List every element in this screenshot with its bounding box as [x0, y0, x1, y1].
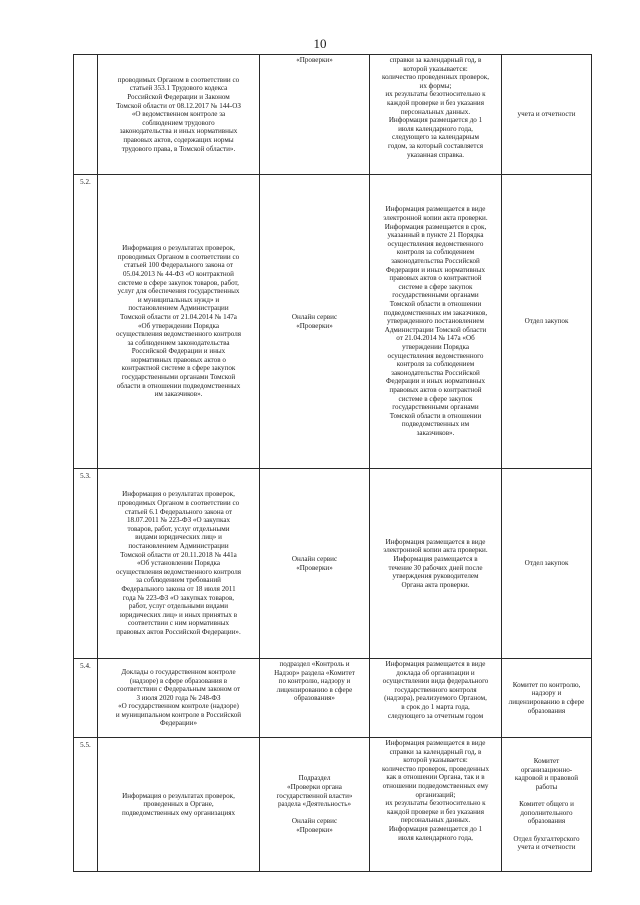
- cell-text-line: постановлением Администрации: [128, 542, 229, 551]
- cell-text-line: утверждении Порядка: [401, 342, 470, 351]
- information-table: [73, 54, 592, 872]
- cell-text-line: Отдел бухгалтерского: [513, 834, 580, 843]
- cell-text-line: государственной власти»: [276, 791, 353, 800]
- content-cell: [370, 738, 502, 872]
- cell-text-line: раздела «Деятельность»: [277, 800, 352, 809]
- cell-text-line: правовых актов Российской Федерации».: [116, 627, 241, 636]
- cell-text-line: системе в сфере закупок товаров, работ,: [118, 278, 239, 287]
- cell-text-line: работы: [535, 783, 558, 792]
- cell-text-line: персональных данных.: [400, 816, 471, 825]
- content-cell: [370, 659, 502, 738]
- cell-text-line: Российской Федерации и иных: [131, 347, 226, 356]
- cell-text-line: Информация о результатах проверок,: [122, 791, 235, 800]
- cell-text-line: учета и отчетности: [517, 843, 576, 852]
- cell-text-line: соответствии с Федеральным законом от: [116, 685, 241, 694]
- cell-text-line: законодательства Российской: [391, 257, 480, 266]
- cell-text-line: области в отношении подведомственных: [116, 381, 241, 390]
- cell-text-line: их формы;: [419, 81, 452, 90]
- placement-cell: [260, 738, 370, 872]
- cell-text-line: каждой проверке и без указания: [387, 807, 484, 816]
- cell-text-line: течение 30 рабочих дней после: [388, 563, 483, 572]
- cell-text-line: Информация размещается в виде: [385, 660, 486, 668]
- row-number-cell: 5.2.: [74, 175, 98, 469]
- cell-text-line: проводимых Органом в соответствии со: [117, 499, 240, 508]
- cell-text-line: Информация размещается до 1: [388, 116, 483, 125]
- responsible-cell: [502, 659, 592, 738]
- cell-text-line: статьей 6.1 Федерального закона от: [124, 507, 233, 516]
- cell-text-line: контроля за соблюдением: [396, 360, 475, 369]
- cell-text-line: отношении подведомственных ему: [382, 781, 489, 790]
- cell-text-line: Администрации Томской области: [384, 325, 487, 334]
- table-row: [74, 469, 592, 659]
- cell-text-line: персональных данных.: [400, 107, 471, 116]
- placement-cell: [260, 55, 370, 175]
- cell-text-line: Подраздел: [298, 774, 331, 783]
- cell-text-line: статьей 100 Федерального закона от: [124, 261, 233, 270]
- cell-text-line: Надзор» раздела «Комитет: [274, 668, 355, 677]
- cell-text-line: (надзоре) в сфере образования в: [129, 676, 228, 685]
- responsible-cell: [502, 55, 592, 175]
- cell-text-line: [263, 809, 366, 818]
- cell-text-line: Информация размещается в виде: [385, 205, 486, 214]
- cell-text-line: работ, услуг отдельными видами: [128, 602, 229, 611]
- row-number-cell: [74, 55, 98, 175]
- cell-text-line: указанная справка.: [406, 150, 464, 159]
- cell-text-line: [505, 792, 588, 801]
- cell-text-line: лицензированию в сфере: [508, 698, 585, 706]
- cell-text-line: соблюдением трудового: [142, 118, 215, 127]
- cell-text-line: подведомственных им: [401, 420, 470, 429]
- cell-text-line: государственного контроля: [394, 685, 477, 694]
- cell-text-line: их результаты безотносительно к: [385, 799, 486, 808]
- cell-text-line: лицензированию в сфере: [276, 685, 353, 694]
- cell-text-line: законодательства и иных нормативных: [119, 127, 238, 136]
- cell-text-line: Комитет: [533, 757, 560, 766]
- cell-text-line: подраздел «Контроль и: [279, 660, 350, 668]
- cell-text-line: Доклады о государственном контроле: [121, 667, 236, 676]
- cell-text-line: «Проверки»: [296, 825, 333, 834]
- cell-text-line: 3 июля 2020 года № 248-ФЗ: [136, 693, 221, 702]
- cell-text-line: постановлением Администрации: [128, 304, 229, 313]
- description-cell: [98, 175, 260, 469]
- cell-text-line: года № 223-ФЗ «О закупках товаров,: [122, 593, 235, 602]
- cell-text-line: Федерации»: [159, 719, 198, 728]
- cell-text-line: осуществления ведомственного: [387, 351, 484, 360]
- cell-text-line: (надзора), реализуемого Органом,: [384, 694, 487, 703]
- table-row: [74, 55, 592, 175]
- cell-text-line: от 21.04.2014 № 147а «Об: [396, 334, 475, 343]
- cell-text-line: Онлайн сервис: [291, 554, 338, 563]
- cell-text-line: государственными органами Томской: [121, 373, 236, 382]
- cell-text-line: Органа акта проверки.: [401, 580, 470, 589]
- cell-text-line: образования: [527, 706, 566, 715]
- cell-text-line: контрактной системе в сфере закупок: [121, 364, 236, 373]
- cell-text-line: правовых актов о контрактной: [389, 274, 482, 283]
- cell-text-line: образования»: [294, 694, 335, 703]
- cell-text-line: «Проверки»: [296, 563, 333, 572]
- cell-text-line: Комитет по контролю,: [512, 680, 581, 689]
- cell-text-line: учета и отчетности: [517, 110, 576, 119]
- cell-text-line: заказчиков».: [416, 428, 455, 437]
- cell-text-line: и муниципальных нужд» и: [137, 295, 220, 304]
- content-cell: [370, 55, 502, 175]
- cell-text-line: правовых актов о контрактной: [389, 385, 482, 394]
- table-row: [74, 738, 592, 872]
- cell-text-line: организационно-: [520, 765, 573, 774]
- cell-text-line: следующего за отчетным годом: [387, 711, 484, 720]
- cell-text-line: образования: [527, 817, 566, 826]
- cell-text-line: Онлайн сервис: [291, 817, 338, 826]
- cell-text-line: «О ведомственном контроле за: [131, 110, 226, 119]
- cell-text-line: Томской области от 08.12.2017 № 144-ОЗ: [116, 101, 241, 110]
- cell-text-line: системе в сфере закупок: [398, 394, 473, 403]
- cell-text-line: Информация размещается в срок,: [384, 222, 487, 231]
- cell-text-line: Отдел закупок: [524, 559, 569, 568]
- cell-text-line: Федерального закона от 18 июля 2011: [121, 584, 236, 593]
- cell-text-line: справки за календарный год, в: [389, 747, 482, 756]
- cell-text-line: Онлайн сервис: [291, 312, 338, 321]
- content-cell: [370, 175, 502, 469]
- placement-cell: [260, 175, 370, 469]
- cell-text-line: видами юридических лиц» и: [135, 533, 222, 542]
- cell-text-line: «Проверки органа: [287, 783, 342, 792]
- cell-text-line: контроля за соблюдением: [396, 248, 475, 257]
- placement-cell: [260, 469, 370, 659]
- cell-text-line: системе в сфере закупок: [398, 282, 473, 291]
- cell-text-line: как в отношении Органа, так и в: [386, 773, 485, 782]
- cell-text-line: законодательства Российской: [391, 368, 480, 377]
- description-cell: [98, 738, 260, 872]
- table-row: [74, 659, 592, 738]
- cell-text-line: подведомственных им заказчиков,: [383, 308, 488, 317]
- cell-text-line: надзору и: [531, 689, 562, 698]
- cell-text-line: товаров, работ, услуг отдельными: [127, 524, 230, 533]
- cell-text-line: Федерации и иных нормативных: [385, 265, 486, 274]
- responsible-cell: [502, 175, 592, 469]
- cell-text-line: соответствии с ним нормативных: [127, 619, 230, 628]
- cell-text-line: Информация размещается в: [393, 554, 478, 563]
- cell-text-line: проведенных в Органе,: [143, 800, 214, 809]
- cell-text-line: государственными органами: [392, 291, 479, 300]
- cell-text-line: организаций;: [415, 790, 456, 799]
- cell-text-line: «Проверки»: [296, 56, 333, 64]
- cell-text-line: утверждения руководителем: [392, 572, 479, 581]
- cell-text-line: «Проверки»: [296, 321, 333, 330]
- cell-text-line: электронной копии акта проверки.: [383, 214, 488, 223]
- cell-text-line: статьей 353.1 Трудового кодекса: [129, 84, 228, 93]
- table-body: [74, 55, 592, 872]
- row-number-cell: 5.4.: [74, 659, 98, 738]
- cell-text-line: «Об утверждении Порядка: [137, 321, 220, 330]
- page-number: 10: [313, 36, 327, 51]
- cell-text-line: справки за календарный год, в: [389, 56, 482, 64]
- cell-text-line: доклада об организации и: [396, 668, 475, 677]
- cell-text-line: которой указывается:: [403, 64, 468, 73]
- description-cell: [98, 469, 260, 659]
- cell-text-line: количество проверок, проведенных: [382, 764, 489, 773]
- cell-text-line: следующего за календарным: [392, 133, 479, 142]
- table-row: [74, 175, 592, 469]
- cell-text-line: которой указывается:: [403, 756, 468, 765]
- cell-text-line: Отдел закупок: [524, 317, 569, 326]
- cell-text-line: проводимых Органом в соответствии со: [117, 252, 240, 261]
- cell-text-line: за соблюдением требований: [136, 576, 221, 585]
- cell-text-line: 18.07.2011 № 223-ФЗ «О закупках: [126, 516, 231, 525]
- cell-text-line: и муниципальном контроле в Российской: [115, 710, 242, 719]
- cell-text-line: июля календарного года,: [398, 833, 473, 842]
- cell-text-line: Томской области в отношении: [389, 300, 482, 309]
- cell-text-line: осуществления ведомственного: [387, 239, 484, 248]
- cell-text-line: государственными органами: [392, 403, 479, 412]
- cell-text-line: нормативных правовых актов о: [131, 355, 226, 364]
- cell-text-line: утвержденного постановлением: [386, 317, 485, 326]
- cell-text-line: подведомственных ему организациях: [121, 808, 236, 817]
- cell-text-line: Томской области от 20.11.2018 № 441а: [120, 550, 237, 559]
- row-number-cell: 5.5.: [74, 738, 98, 872]
- cell-text-line: юридических лиц» и иных принятых в: [119, 610, 238, 619]
- placement-cell: [260, 659, 370, 738]
- cell-text-line: указанный в пункте 21 Порядка: [387, 231, 484, 240]
- responsible-cell: [502, 738, 592, 872]
- cell-text-line: Российской Федерации и Законом: [127, 93, 230, 102]
- cell-text-line: осуществления ведомственного контроля: [115, 567, 242, 576]
- cell-text-line: проводимых Органом в соответствии со: [117, 75, 240, 84]
- cell-text-line: Федерации и иных нормативных: [385, 377, 486, 386]
- responsible-cell: [502, 469, 592, 659]
- cell-text-line: Томской области в отношении: [389, 411, 482, 420]
- cell-text-line: каждой проверке и без указания: [387, 98, 484, 107]
- cell-text-line: «О государственном контроле (надзоре): [118, 702, 239, 711]
- cell-text-line: им заказчиков».: [154, 390, 203, 399]
- cell-text-line: [505, 826, 588, 835]
- description-cell: [98, 659, 260, 738]
- cell-text-line: в срок до 1 марта года,: [401, 702, 470, 711]
- cell-text-line: по контролю, надзору и: [278, 677, 351, 686]
- cell-text-line: Информация размещается до 1: [388, 824, 483, 833]
- cell-text-line: Информация размещается в виде: [385, 739, 486, 747]
- cell-text-line: «Об установлении Порядка: [136, 559, 221, 568]
- cell-text-line: за соблюдением законодательства: [127, 338, 230, 347]
- cell-text-line: их результаты безотносительно к: [385, 90, 486, 99]
- cell-text-line: услуг для обеспечения государственных: [117, 287, 240, 296]
- cell-text-line: количество проведенных проверок,: [382, 73, 489, 82]
- cell-text-line: июля календарного года,: [398, 124, 473, 133]
- cell-text-line: Комитет общего и: [519, 800, 574, 809]
- cell-text-line: 05.04.2013 № 44-ФЗ «О контрактной: [123, 269, 234, 278]
- cell-text-line: правовых актов, содержащих нормы: [123, 135, 234, 144]
- cell-text-line: дополнительного: [520, 808, 573, 817]
- description-cell: [98, 55, 260, 175]
- cell-text-line: трудового права, в Томской области».: [121, 144, 236, 153]
- content-cell: [370, 469, 502, 659]
- cell-text-line: электронной копии акта проверки.: [383, 546, 488, 555]
- cell-text-line: годом, за который составляется: [388, 141, 483, 150]
- row-number-cell: 5.3.: [74, 469, 98, 659]
- cell-text-line: кадровой и правовой: [514, 774, 579, 783]
- cell-text-line: Информация о результатах проверок,: [122, 244, 235, 253]
- cell-text-line: осуществления ведомственного контроля: [115, 330, 242, 339]
- cell-text-line: осуществлении вида федерального: [382, 677, 489, 686]
- cell-text-line: Информация о результатах проверок,: [122, 490, 235, 499]
- cell-text-line: Томской области от 21.04.2014 № 147а: [120, 312, 237, 321]
- cell-text-line: Информация размещается в виде: [385, 537, 486, 546]
